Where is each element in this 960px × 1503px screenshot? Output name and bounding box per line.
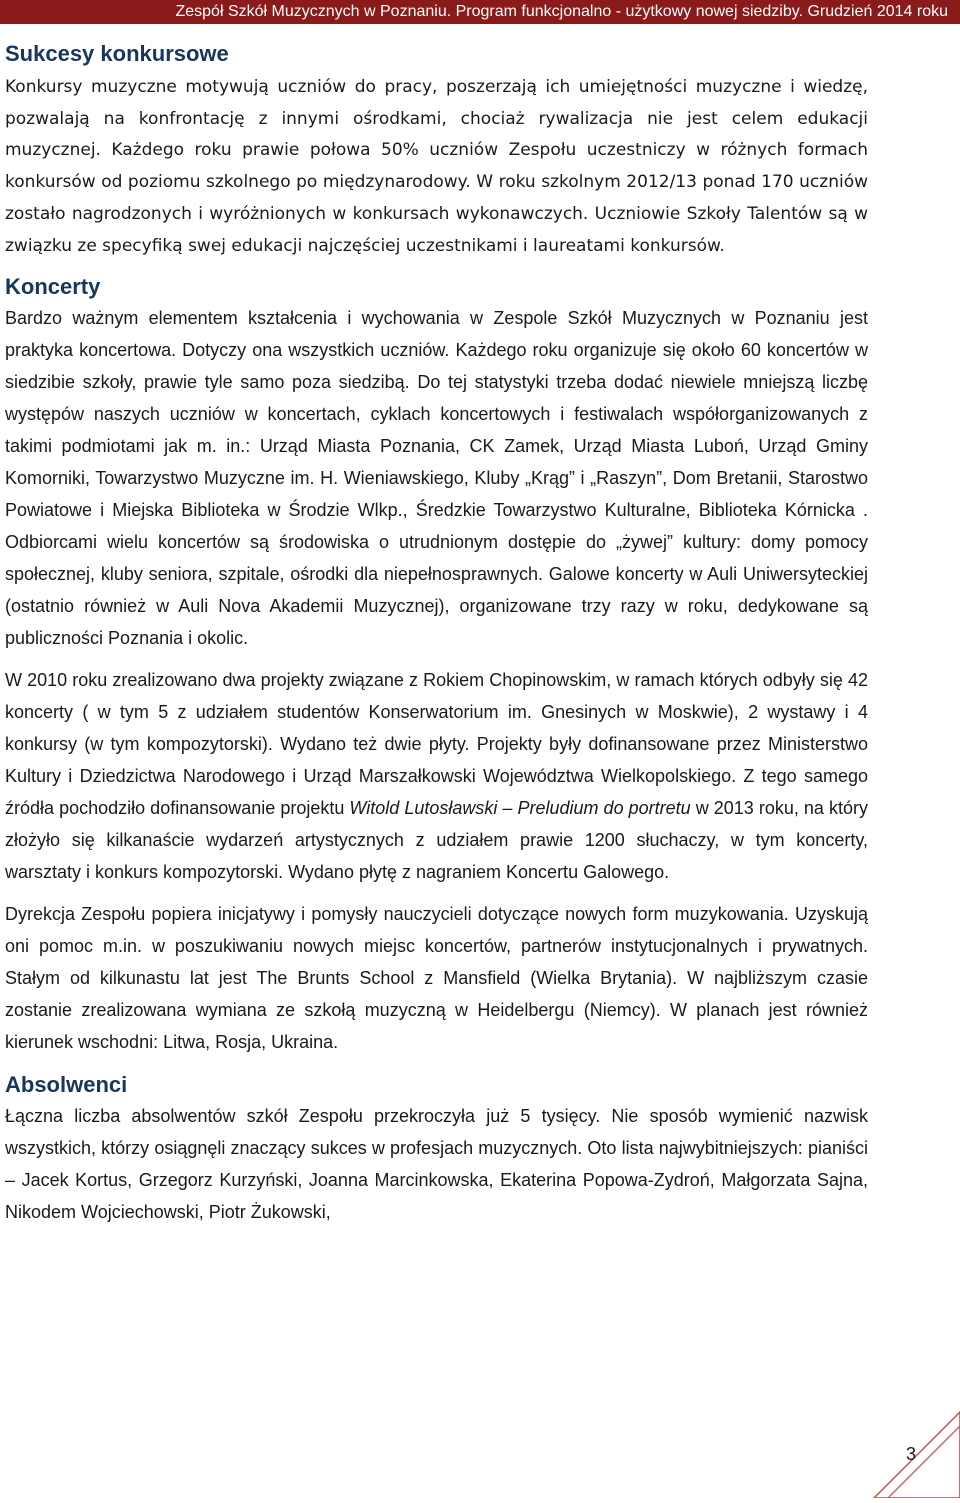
page-number: 3: [906, 1444, 917, 1464]
paragraph-koncerty-2-end: w 2013 roku, na który złożyło się kilkanaście wydarzeń artystycznych z udziałem prawie 1200 słuchaczy, w tym koncerty, warsztaty i konkurs kompozytorski. Wydano płytę z nagraniem Koncertu Galowego.: [5, 798, 869, 883]
paragraph-sukcesy: Konkursy muzyczne motywują uczniów do pracy, poszerzają ich umiejętności muzyczne i wiedzę, pozwalają na konfrontację z innymi ośrodkami, chociaż rywalizacja nie jest celem edukacji muzycznej. Każdego roku prawie połowa 50% uczniów Zespołu uczestniczy w różnych formach konkursów od poziomu szkolnego po międzynarodowy. W roku szkolnym 2012/13 ponad 170 uczniów zostało nagrodzonych i wyróżnionych w konkursach wykonawczych. Uczniowie Szkoły Talentów są w związku ze specyfiką swej edukacji najczęściej uczestnikami i laureatami konkursów.: [5, 77, 868, 256]
page-content: [5, 36, 868, 1228]
paragraph-koncerty-1: Bardzo ważnym elementem kształcenia i wychowania w Zespole Szkół Muzycznych w Poznaniu jest praktyka koncertowa. Dotyczy ona wszystkich uczniów. Każdego roku organizuje się około 60 koncertów w siedzibie szkoły, prawie tyle samo poza siedzibą. Do tej statystyki trzeba dodać niewiele mniejszą liczbę występów naszych uczniów w koncertach, cyklach koncertowych i festiwalach współorganizowanych z takimi podmiotami jak m. in.: Urząd Miasta Poznania, CK Zamek, Urząd Miasta Luboń, Urząd Gminy Komorniki, Towarzystwo Muzyczne im. H. Wieniawskiego, Kluby „Krąg” i „Raszyn”, Dom Bretanii, Starostwo Powiatowe i Miejska Biblioteka w Środzie Wlkp., Średzkie Towarzystwo Kulturalne, Biblioteka Kórnicka . Odbiorcami wielu koncertów są środowiska o utrudnionym dostępie do „żywej” kultury: domy pomocy społecznej, kluby seniora, szpitale, ośrodki dla niepełnosprawnych. Galowe koncerty w Auli Uniwersyteckiej (ostatnio również w Auli Nova Akademii Muzycznej), organizowane trzy razy w roku, dedykowane są publiczności Poznania i okolic.: [5, 308, 868, 649]
paragraph-koncerty-2: [5, 664, 868, 888]
running-header: Zespół Szkół Muzycznych w Poznaniu. Program funkcjonalno - użytkowy nowej siedziby. Grudzień 2014 roku: [175, 3, 948, 20]
heading-sukcesy: Sukcesy konkursowe: [5, 41, 229, 66]
header-bar: [0, 0, 960, 24]
heading-absolwenci: Absolwenci: [5, 1072, 128, 1098]
heading-koncerty: Koncerty: [5, 274, 101, 300]
paragraph-koncerty-3: Dyrekcja Zespołu popiera inicjatywy i pomysły nauczycieli dotyczące nowych form muzykowania. Uzyskują oni pomoc m.in. w poszukiwaniu nowych miejsc koncertów, partnerów instytucjonalnych i prywatnych. Stałym od kilkunastu lat jest The Brunts School z Mansfield (Wielka Brytania). W najbliższym czasie zostanie zrealizowana wymiana ze szkołą muzyczną w Heidelbergu (Niemcy). W planach jest również kierunek wschodni: Litwa, Rosja, Ukraina.: [5, 904, 868, 1053]
project-title: Witold Lutosławski – Preludium do portretu: [349, 798, 691, 819]
paragraph-koncerty-2-start: W 2010 roku zrealizowano dwa projekty związane z Rokiem Chopinowskim, w ramach których odbyły się 42 koncerty ( w tym 5 z udziałem studentów Konserwatorium im. Gnesinych w Moskwie), 2 wystawy i 4 konkursy (w tym kompozytorski). Wydano też dwie płyty. Projekty były dofinansowane przez Ministerstwo Kultury i Dziedzictwa Narodowego i Urząd Marszałkowski Województwa Wielkopolskiego. Z tego samego źródła pochodziło dofinansowanie projektu: [5, 670, 868, 819]
paragraph-absolwenci: Łączna liczba absolwentów szkół Zespołu przekroczyła już 5 tysięcy. Nie sposób wymienić nazwisk wszystkich, którzy osiągnęli znaczący sukces w profesjach muzycznych. Oto lista najwybitniejszych: pianiści – Jacek Kortus, Grzegorz Kurzyński, Joanna Marcinkowska, Ekaterina Popowa-Zydroń, Małgorzata Sajna, Nikodem Wojciechowski, Piotr Żukowski,: [5, 1106, 868, 1223]
page-number-badge: [868, 1410, 960, 1498]
